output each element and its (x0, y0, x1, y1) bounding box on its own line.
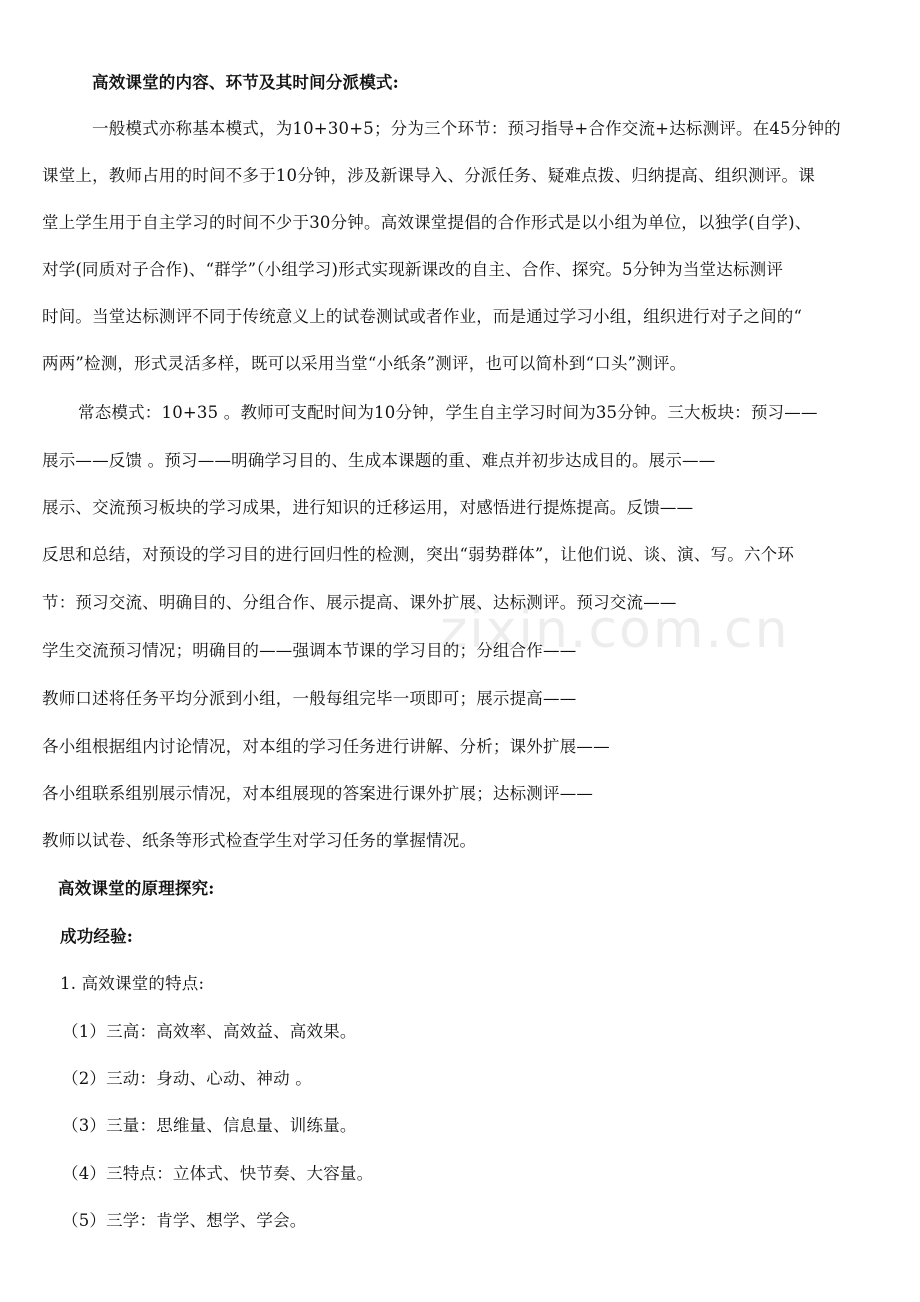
para1-line-5: 时间。当堂达标测评不同于传统意义上的试卷测试或者作业，而是通过学习小组，组织进行对子之间的“ (42, 307, 803, 326)
section-heading-principle: 高效课堂的原理探究: (58, 879, 215, 898)
para2-line-10: 教师以试卷、纸条等形式检查学生对学习任务的掌握情况。 (42, 831, 477, 850)
para2-line-7: 教师口述将任务平均分派到小组，一般每组完毕一项即可；展示提高—— (42, 689, 577, 708)
para2-line-3: 展示、交流预习板块的学习成果，进行知识的迁移运用，对感悟进行提炼提高。反馈—— (42, 498, 694, 517)
para2-line-1: 常态模式：10+35 。教师可支配时间为10分钟，学生自主学习时间为35分钟。三大板块：预习—— (78, 403, 818, 422)
list-title: 1. 高效课堂的特点: (60, 974, 205, 993)
para2-line-8: 各小组根据组内讨论情况，对本组的学习任务进行讲解、分析；课外扩展—— (42, 737, 610, 756)
watermark: zixin.com.cn (440, 600, 790, 660)
para2-line-9: 各小组联系组别展示情况，对本组展现的答案进行课外扩展；达标测评—— (42, 784, 594, 803)
list-item: （2）三动：身动、心动、神动 。 (62, 1069, 312, 1088)
para1-line-6: 两两”检测，形式灵活多样，既可以采用当堂“小纸条”测评，也可以简朴到“口头”测评。 (42, 354, 687, 373)
list-item: （4）三特点：立体式、快节奏、大容量。 (62, 1164, 374, 1183)
list-item: （5）三学：肯学、想学、学会。 (62, 1211, 307, 1230)
para2-line-6: 学生交流预习情况；明确目的——强调本节课的学习目的；分组合作—— (42, 641, 577, 660)
para1-line-1: 一般模式亦称基本模式，为10+30+5；分为三个环节：预习指导+合作交流+达标测评。在45分钟的 (92, 119, 841, 138)
para2-line-4: 反思和总结，对预设的学习目的进行回归性的检测，突出“弱势群体”，让他们说、谈、演、写。六个环 (42, 545, 795, 564)
para1-line-3: 堂上学生用于自主学习的时间不少于30分钟。高效课堂提倡的合作形式是以小组为单位，以独学(自学)、 (42, 213, 812, 232)
section-heading-content: 高效课堂的内容、环节及其时间分派模式: (92, 73, 399, 92)
para2-line-2: 展示——反馈 。预习——明确学习目的、生成本课题的重、难点并初步达成目的。展示—— (42, 451, 716, 470)
para1-line-2: 课堂上，教师占用的时间不多于10分钟，涉及新课导入、分派任务、疑难点拨、归纳提高、组织测评。课 (42, 166, 815, 185)
para1-line-4: 对学(同质对子合作)、“群学”（小组学习)形式实现新课改的自主、合作、探究。5分钟为当堂达标测评 (42, 260, 784, 279)
list-item: （3）三量：思维量、信息量、训练量。 (62, 1116, 357, 1135)
para2-line-5: 节：预习交流、明确目的、分组合作、展示提高、课外扩展、达标测评。预习交流—— (42, 593, 677, 612)
list-item: （1）三高：高效率、高效益、高效果。 (62, 1022, 357, 1041)
section-heading-experience: 成功经验: (60, 927, 134, 946)
